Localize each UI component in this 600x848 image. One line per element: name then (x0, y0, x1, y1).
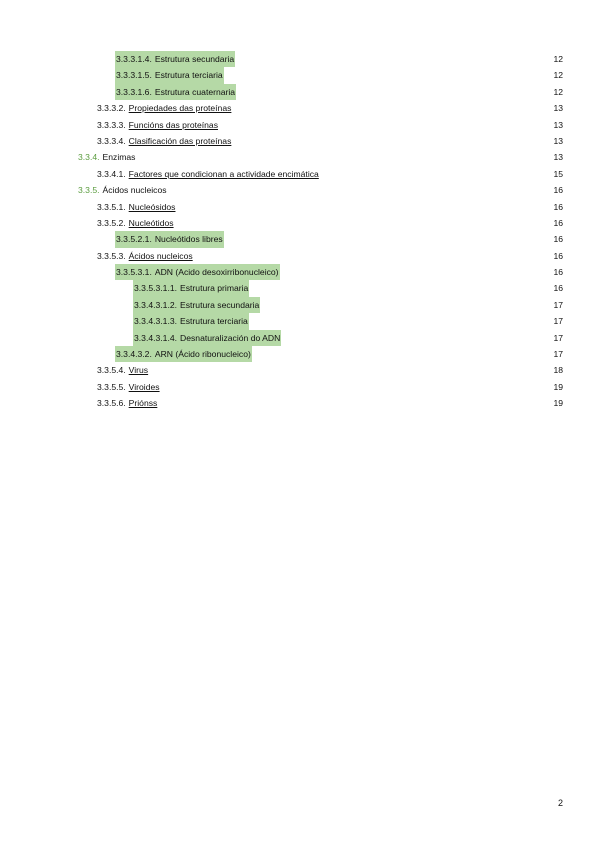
toc-link[interactable]: Priónss (128, 398, 158, 409)
toc-row[interactable] (0, 149, 600, 165)
toc-row[interactable] (0, 51, 600, 67)
toc-entry[interactable] (78, 149, 135, 165)
toc-page: 17 (553, 332, 563, 343)
toc-link[interactable]: Nucleótidos (128, 217, 174, 228)
toc-entry[interactable] (97, 199, 175, 215)
toc-row[interactable] (0, 67, 600, 83)
toc-row[interactable] (0, 330, 600, 346)
toc-page: 12 (553, 86, 563, 97)
toc-number: 3.3.4.3.1.4. (134, 332, 178, 343)
toc-entry[interactable] (78, 182, 167, 198)
toc-page: 16 (553, 201, 563, 212)
toc-page: 16 (553, 234, 563, 245)
toc-row[interactable] (0, 297, 600, 313)
toc-entry[interactable] (97, 100, 231, 116)
toc-row[interactable] (0, 264, 600, 280)
toc-page: 16 (553, 217, 563, 228)
toc-entry[interactable] (115, 67, 224, 83)
toc-row[interactable] (0, 346, 600, 362)
toc-entry[interactable] (115, 346, 252, 362)
toc-title: Estrutura terciaria (154, 70, 223, 81)
toc-page: 13 (553, 103, 563, 114)
toc-page: 17 (553, 299, 563, 310)
toc-number: 3.3.3.1.4. (116, 54, 152, 64)
toc-page: 12 (553, 70, 563, 81)
toc-number: 3.3.3.4. (97, 135, 126, 146)
toc-link[interactable]: Factores que condicionan a actividade encimática (128, 168, 319, 179)
toc-row[interactable] (0, 280, 600, 296)
toc-number: 3.3.5.5. (97, 381, 126, 392)
toc-page: 16 (553, 267, 563, 278)
toc-link[interactable]: Nucleósidos (128, 201, 176, 212)
toc-number: 3.3.5.3. (97, 250, 126, 261)
toc-entry[interactable] (133, 313, 249, 329)
toc-row[interactable] (0, 248, 600, 264)
toc-row[interactable] (0, 362, 600, 378)
toc-number: 3.3.5.2.1. (116, 234, 152, 245)
toc-page: 13 (553, 152, 563, 163)
toc-title: Estrutura secundaria (180, 299, 260, 310)
toc-entry[interactable] (97, 362, 148, 378)
toc-row[interactable] (0, 313, 600, 329)
toc-number: 3.3.3.1.6. (116, 86, 152, 97)
toc-entry[interactable] (133, 280, 249, 296)
toc-number: 3.3.4. (78, 152, 100, 163)
toc-link[interactable]: Ácidos nucleicos (128, 250, 193, 261)
toc-number: 3.3.5.6. (97, 398, 126, 409)
table-of-contents (0, 51, 600, 412)
toc-page: 19 (553, 381, 563, 392)
toc-entry[interactable] (115, 51, 235, 67)
toc-page: 18 (553, 365, 563, 376)
toc-entry[interactable] (115, 84, 236, 100)
toc-entry[interactable] (97, 379, 160, 395)
toc-entry[interactable] (115, 264, 280, 280)
toc-entry[interactable] (97, 248, 193, 264)
toc-number: 3.3.5.1. (97, 201, 126, 212)
toc-number: 3.3.3.1.5. (116, 70, 152, 81)
toc-row[interactable] (0, 117, 600, 133)
toc-number: 3.3.5.4. (97, 365, 126, 376)
toc-page: 15 (553, 168, 563, 179)
toc-number: 3.3.5.3.1. (116, 267, 152, 278)
toc-title: ARN (Ácido ribonucleico) (154, 349, 251, 360)
toc-entry[interactable] (97, 117, 218, 133)
toc-row[interactable] (0, 100, 600, 116)
toc-page: 17 (553, 349, 563, 360)
toc-row[interactable] (0, 182, 600, 198)
toc-row[interactable] (0, 379, 600, 395)
toc-title: Estrutura secundaria (154, 54, 235, 64)
toc-number: 3.3.3.3. (97, 119, 126, 130)
toc-entry[interactable] (115, 231, 224, 247)
toc-number: 3.3.4.3.2. (116, 349, 152, 360)
toc-link[interactable]: Funcións das proteínas (128, 119, 219, 130)
toc-entry[interactable] (97, 166, 319, 182)
toc-number: 3.3.5. (78, 185, 100, 196)
toc-entry[interactable] (97, 215, 174, 231)
toc-number: 3.3.5.3.1.1. (134, 283, 178, 294)
toc-number: 3.3.4.1. (97, 168, 126, 179)
toc-row[interactable] (0, 84, 600, 100)
toc-link[interactable]: Virus (128, 365, 149, 376)
toc-entry[interactable] (133, 330, 281, 346)
toc-title: ADN (Acido desoxirribonucleico) (154, 267, 279, 278)
toc-page: 16 (553, 250, 563, 261)
toc-number: 3.3.4.3.1.2. (134, 299, 178, 310)
toc-row[interactable] (0, 231, 600, 247)
toc-row[interactable] (0, 199, 600, 215)
toc-page: 13 (553, 119, 563, 130)
toc-number: 3.3.5.2. (97, 217, 126, 228)
page-number: 2 (557, 798, 563, 808)
toc-title: Desnaturalización do ADN (180, 332, 281, 343)
toc-title: Estrutura terciaria (180, 316, 248, 327)
toc-page: 19 (553, 398, 563, 409)
toc-title: Enzimas (102, 152, 136, 163)
toc-page: 16 (553, 185, 563, 196)
toc-number: 3.3.3.2. (97, 103, 126, 114)
toc-page: 16 (553, 283, 563, 294)
toc-link[interactable]: Viroides (128, 381, 160, 392)
toc-row[interactable] (0, 166, 600, 182)
toc-link[interactable]: Clasificación das proteínas (128, 135, 232, 146)
toc-entry[interactable] (97, 133, 231, 149)
toc-link[interactable]: Propiedades das proteínas (128, 103, 232, 114)
toc-page: 17 (553, 316, 563, 327)
toc-row[interactable] (0, 215, 600, 231)
toc-title: Estrutura cuaternaria (154, 86, 236, 97)
toc-title: Ácidos nucleicos (102, 185, 167, 196)
toc-row[interactable] (0, 395, 600, 411)
toc-title: Estrutura primaria (180, 283, 249, 294)
toc-title: Nucleótidos libres (154, 234, 223, 245)
toc-entry[interactable] (97, 395, 157, 411)
toc-row[interactable] (0, 133, 600, 149)
toc-page: 13 (553, 135, 563, 146)
toc-page: 12 (553, 54, 563, 64)
toc-entry[interactable] (133, 297, 260, 313)
toc-number: 3.3.4.3.1.3. (134, 316, 178, 327)
